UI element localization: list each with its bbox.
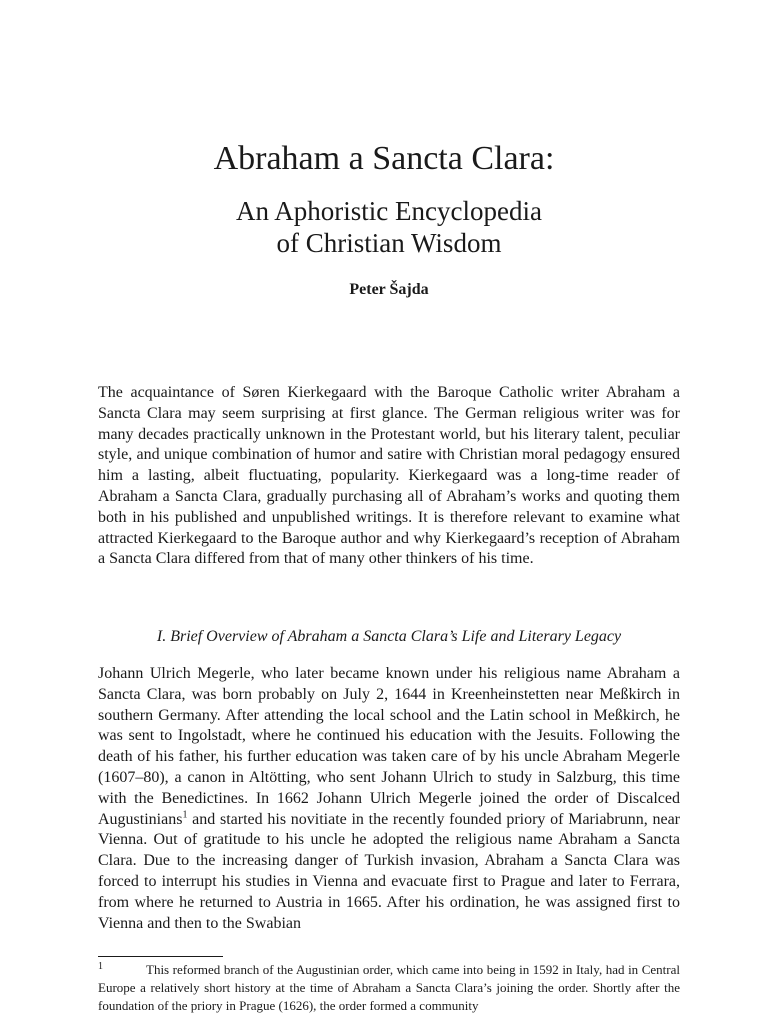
body-paragraph [98, 664, 680, 934]
footnote-text: This reformed branch of the Augustinian order, which came into being in 1592 in Italy, had in Central Europe a relatively short history at the time of Abraham a Sancta Clara’s joining the order. Shortly after the foundation of the priory in Prague (1626), the order formed a community [98, 962, 680, 1013]
author-name: Peter Šajda [349, 281, 429, 298]
subtitle [0, 195, 768, 259]
page-title: Abraham a Sancta Clara: [213, 140, 555, 177]
body-text-part-1: Johann Ulrich Megerle, who later became known under his religious name Abraham a Sancta Clara, was born probably on July 2, 1644 in Kreenheinstetten near Meßkirch in southern Germany. After attending the local school and the Latin school in Meßkirch, he was sent to Ingolstadt, where he continued his education with the Jesuits. Following the death of his father, his further education was taken care of by his uncle Abraham Megerle (1607–80), a canon in Altötting, who sent Johann Ulrich to study in Salzburg, this time with the Benedictines. In 1662 Johann Ulrich Megerle joined the order of Discalced Augustinians [98, 665, 680, 828]
footnote-reference[interactable]: 1 [182, 809, 188, 821]
body-text-part-2: and started his novitiate in the recently founded priory of Mariabrunn, near Vienna. Out of gratitude to his uncle he adopted the religious name Abraham a Sancta Clara. Due to the increasing danger of Turkish invasion, Abraham a Sancta Clara was forced to interrupt his studies in Vienna and evacuate first to Prague and later to Ferrara, from where he returned to Austria in 1665. After his ordination, he was assigned first to Vienna and then to the Swabian [98, 810, 680, 932]
footnote-divider [98, 956, 223, 957]
abstract-paragraph: The acquaintance of Søren Kierkegaard with the Baroque Catholic writer Abraham a Sancta Clara may seem surprising at first glance. The German religious writer was for many decades practically unknown in the Protestant world, but his literary talent, peculiar style, and unique combination of humor and satire with Christian moral pedagogy ensured him a lasting, albeit fluctuating, popularity. Kierkegaard was a long-time reader of Abraham a Sancta Clara, gradually purchasing all of Abraham’s works and quoting them both in his published and unpublished writings. It is therefore relevant to examine what attracted Kierkegaard to the Baroque author and why Kierkegaard’s reception of Abraham a Sancta Clara differed from that of many other thinkers of his time. [98, 384, 680, 568]
footnote: 1 This reformed branch of the Augustinian order, which came into being in 1592 in Italy, had in Central Europe a relatively short history at the time of Abraham a Sancta Clara’s joining the order. Shortly after the foundation of the priory in Prague (1626), the order formed a community [98, 960, 680, 1013]
subtitle-line-1: An Aphoristic Encyclopedia [236, 196, 542, 226]
section-heading: I. Brief Overview of Abraham a Sancta Clara’s Life and Literary Legacy [156, 628, 622, 645]
subtitle-line-2: of Christian Wisdom [276, 228, 502, 258]
